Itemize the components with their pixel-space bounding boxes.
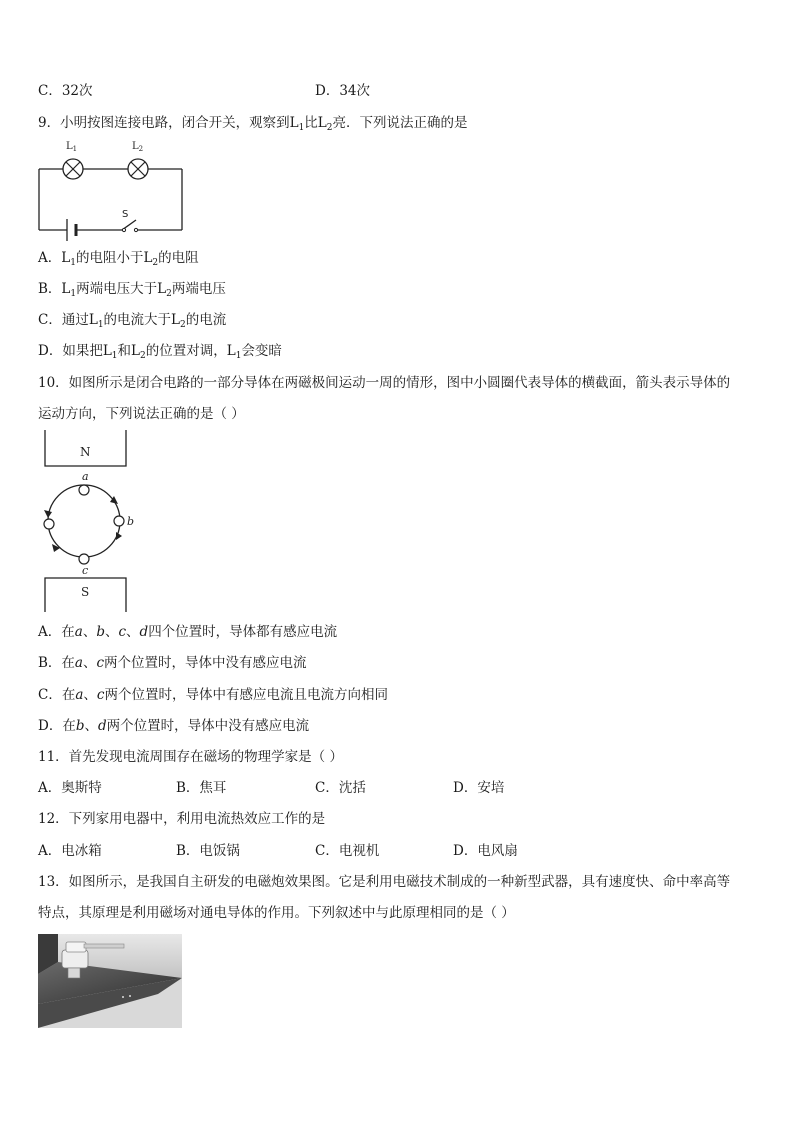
lamp-l2-label: $L_2$: [132, 141, 144, 153]
svg-text:N: N: [80, 445, 91, 459]
q12-option-c: C．电视机: [315, 843, 380, 859]
q12-option-b: B．电饭锅: [176, 843, 240, 859]
svg-text:S: S: [81, 585, 90, 599]
q9-option-d: D．如果把$L_1$和$L_2$的位置对调，$L_1$会变暗: [38, 343, 282, 361]
q11-option-a: A．奥斯特: [38, 780, 102, 796]
q9-option-a: A．$L_1$的电阻小于$L_2$的电阻: [38, 250, 199, 268]
q9-circuit-diagram: [36, 136, 186, 246]
q10-option-b: B．在a、c两个位置时，导体中没有感应电流: [38, 655, 307, 671]
q9-option-b: B．$L_1$两端电压大于$L_2$两端电压: [38, 281, 226, 299]
q10-option-d: D．在b、d两个位置时，导体中没有感应电流: [38, 718, 310, 734]
conductor-b-icon: [114, 516, 124, 526]
lamp-l1-icon: [63, 159, 83, 179]
q12-option-a: A．电冰箱: [38, 843, 102, 859]
q10-magnet-diagram: [36, 428, 136, 614]
label-a: a: [82, 470, 89, 483]
label-c: c: [82, 564, 89, 577]
q13-stem-line2: 特点，其原理是利用磁场对通电导体的作用。下列叙述中与此原理相同的是（ ）: [38, 905, 515, 921]
conductor-a-icon: [79, 485, 89, 495]
motion-path: [48, 485, 120, 557]
q10-option-a: A．在a、b、c、d四个位置时，导体都有感应电流: [38, 624, 338, 640]
q11-stem: 11．首先发现电流周围存在磁场的物理学家是（ ）: [38, 749, 343, 765]
switch-label: S: [122, 209, 129, 220]
railgun-image: [38, 934, 182, 1028]
north-pole-magnet: [45, 430, 126, 466]
q10-stem-line1: 10．如图所示是闭合电路的一部分导体在两磁极间运动一周的情形，图中小圆圈代表导体的横截面，箭头表示导体的: [38, 375, 731, 391]
q8-option-d: D．34次: [315, 83, 371, 99]
lamp-l2-icon: [128, 159, 148, 179]
q10-option-c: C．在a、c两个位置时，导体中有感应电流且电流方向相同: [38, 687, 388, 703]
conductor-c-icon: [79, 554, 89, 564]
lamp-l1-label: $L_1$: [66, 141, 78, 153]
q9-option-c: C．通过$L_1$的电流大于$L_2$的电流: [38, 312, 227, 330]
q12-stem: 12．下列家用电器中，利用电流热效应工作的是: [38, 811, 326, 827]
q13-stem-line1: 13．如图所示，是我国自主研发的电磁炮效果图。它是利用电磁技术制成的一种新型武器，具有速度快、命中率高等: [38, 874, 731, 890]
south-pole-magnet: [45, 578, 126, 612]
q11-option-c: C．沈括: [315, 780, 366, 796]
q10-stem-line2: 运动方向，下列说法正确的是（ ）: [38, 406, 245, 422]
q11-option-b: B．焦耳: [176, 780, 227, 796]
label-b: b: [127, 515, 135, 528]
switch-icon: [122, 220, 138, 232]
q12-option-d: D．电风扇: [453, 843, 518, 859]
battery-icon: [67, 219, 76, 241]
q8-option-c: C．32次: [38, 83, 93, 99]
q9-stem: 9．小明按图连接电路，闭合开关，观察到$L_1$比$L_2$亮．下列说法正确的是: [38, 115, 468, 133]
q11-option-d: D．安培: [453, 780, 505, 796]
conductor-d-icon: [44, 519, 54, 529]
